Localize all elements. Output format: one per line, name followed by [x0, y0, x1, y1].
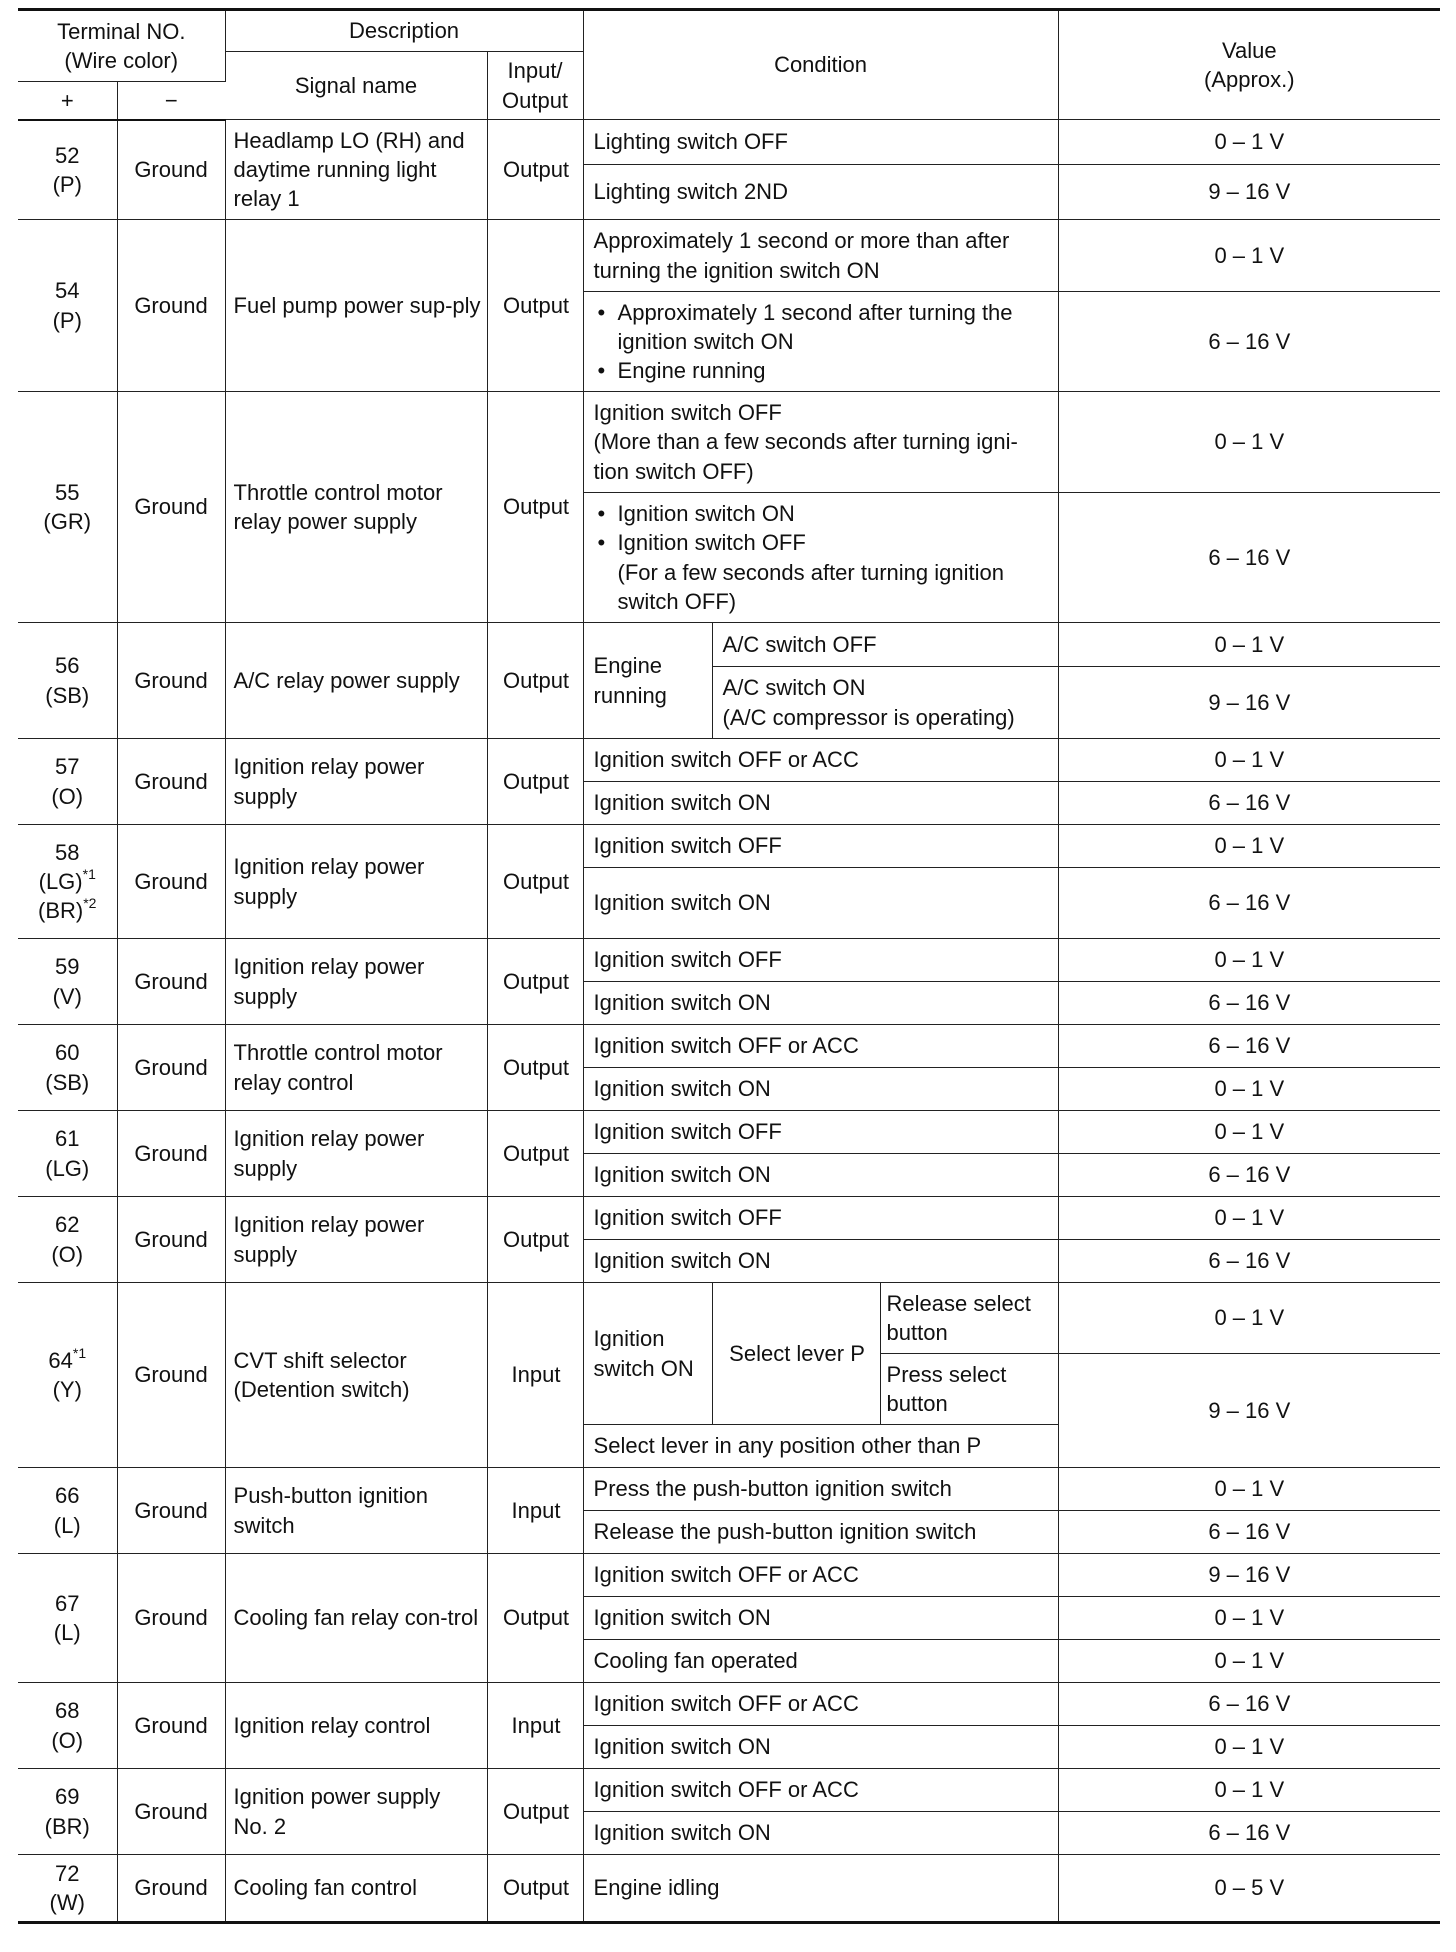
- header-minus: −: [117, 82, 225, 120]
- io-cell: Output: [487, 939, 583, 1025]
- condition-cell: Ignition switch ON: [583, 868, 1058, 939]
- table-row: [18, 1111, 1440, 1154]
- signal-name-cell: Push-button ignition switch: [225, 1468, 487, 1554]
- value-cell: 6 – 16 V: [1058, 982, 1440, 1025]
- signal-name-cell: Ignition relay power supply: [225, 825, 487, 939]
- condition-cell: [583, 493, 1058, 623]
- value-cell: 6 – 16 V: [1058, 1025, 1440, 1068]
- table-row: [18, 392, 1440, 493]
- condition-sub-cell: A/C switch OFF: [712, 623, 1058, 667]
- signal-name-cell: CVT shift selector (Detention switch): [225, 1283, 487, 1468]
- io-cell: Output: [487, 1769, 583, 1855]
- io-cell: Output: [487, 1025, 583, 1111]
- signal-name-cell: A/C relay power supply: [225, 623, 487, 739]
- signal-name-cell: Throttle control motor relay control: [225, 1025, 487, 1111]
- table-row: [18, 1554, 1440, 1597]
- header-value: Value (Approx.): [1058, 10, 1440, 120]
- condition-cell: Ignition switch ON: [583, 782, 1058, 825]
- value-cell: 6 – 16 V: [1058, 1240, 1440, 1283]
- value-cell: 0 – 1 V: [1058, 1726, 1440, 1769]
- condition-cell: Press the push-button ignition switch: [583, 1468, 1058, 1511]
- table-row: [18, 939, 1440, 982]
- table-row: [18, 825, 1440, 868]
- io-cell: Output: [487, 120, 583, 220]
- ground-cell: Ground: [117, 1769, 225, 1855]
- condition-cell: Approximately 1 second or more than after turning the ignition switch ON: [583, 220, 1058, 292]
- condition-sub-cell: Release select button: [880, 1283, 1058, 1354]
- value-cell: 0 – 5 V: [1058, 1855, 1440, 1923]
- value-cell: 0 – 1 V: [1058, 1068, 1440, 1111]
- ground-cell: Ground: [117, 1197, 225, 1283]
- io-cell: Output: [487, 220, 583, 392]
- signal-name-cell: Cooling fan control: [225, 1855, 487, 1923]
- terminal-cell: 55 (GR): [18, 392, 117, 623]
- terminal-cell: 60 (SB): [18, 1025, 117, 1111]
- terminal-cell: 56 (SB): [18, 623, 117, 739]
- condition-cell: Ignition switch ON: [583, 1597, 1058, 1640]
- condition-cell: Ignition switch OFF or ACC: [583, 739, 1058, 782]
- io-cell: Output: [487, 392, 583, 623]
- condition-cell: Ignition switch OFF or ACC: [583, 1769, 1058, 1812]
- signal-name-cell: Headlamp LO (RH) and daytime running light relay 1: [225, 120, 487, 220]
- table-row: [18, 1769, 1440, 1812]
- ground-cell: Ground: [117, 1111, 225, 1197]
- terminal-cell: 59 (V): [18, 939, 117, 1025]
- io-cell: Output: [487, 739, 583, 825]
- terminal-cell: 67 (L): [18, 1554, 117, 1683]
- value-cell: 0 – 1 V: [1058, 1197, 1440, 1240]
- bullet-item: • Ignition switch ON: [618, 499, 1048, 528]
- value-cell: 0 – 1 V: [1058, 392, 1440, 493]
- condition-cell: Ignition switch OFF: [583, 939, 1058, 982]
- value-cell: 0 – 1 V: [1058, 1468, 1440, 1511]
- io-cell: Input: [487, 1683, 583, 1769]
- table-row: [18, 623, 1440, 667]
- header-plus: +: [18, 82, 117, 120]
- ground-cell: Ground: [117, 1855, 225, 1923]
- ground-cell: Ground: [117, 623, 225, 739]
- terminal-cell: 68 (O): [18, 1683, 117, 1769]
- condition-cell: Engine idling: [583, 1855, 1058, 1923]
- ground-cell: Ground: [117, 220, 225, 392]
- ground-cell: Ground: [117, 120, 225, 220]
- header-terminal-no: Terminal NO. (Wire color): [18, 10, 225, 82]
- value-cell: 6 – 16 V: [1058, 292, 1440, 392]
- signal-name-cell: Ignition relay power supply: [225, 939, 487, 1025]
- condition-cell: Ignition switch ON: [583, 1726, 1058, 1769]
- io-cell: Output: [487, 825, 583, 939]
- value-cell: 0 – 1 V: [1058, 939, 1440, 982]
- condition-cell: Ignition switch OFF or ACC: [583, 1025, 1058, 1068]
- terminal-cell: 64$^{*1}$ (Y): [18, 1283, 117, 1468]
- value-cell: 0 – 1 V: [1058, 1283, 1440, 1354]
- bullet-item: • Engine running: [618, 356, 1048, 385]
- value-cell: 0 – 1 V: [1058, 1111, 1440, 1154]
- table-row: [18, 1283, 1440, 1354]
- table-row: [18, 1468, 1440, 1511]
- value-cell: 0 – 1 V: [1058, 739, 1440, 782]
- header-signal-name: Signal name: [225, 52, 487, 120]
- condition-main-cell: Ignition switch ON: [583, 1283, 712, 1425]
- value-cell: 6 – 16 V: [1058, 782, 1440, 825]
- terminal-cell: 58 (LG)$^{*1}$ (BR)$^{*2}$: [18, 825, 117, 939]
- header-condition: Condition: [583, 10, 1058, 120]
- ground-cell: Ground: [117, 1025, 225, 1111]
- terminal-cell: 61 (LG): [18, 1111, 117, 1197]
- signal-name-cell: Cooling fan relay con-trol: [225, 1554, 487, 1683]
- io-cell: Output: [487, 1111, 583, 1197]
- condition-cell: Ignition switch OFF (More than a few seconds after turning igni-tion switch OFF): [583, 392, 1058, 493]
- value-cell: 0 – 1 V: [1058, 220, 1440, 292]
- io-cell: Output: [487, 1554, 583, 1683]
- header-description: Description: [225, 10, 583, 52]
- value-cell: 9 – 16 V: [1058, 165, 1440, 220]
- value-cell: 0 – 1 V: [1058, 1769, 1440, 1812]
- condition-sub-cell: Press select button: [880, 1354, 1058, 1425]
- io-cell: Output: [487, 1855, 583, 1923]
- condition-cell: Ignition switch OFF or ACC: [583, 1683, 1058, 1726]
- signal-name-cell: Ignition relay power supply: [225, 1111, 487, 1197]
- condition-cell: Ignition switch ON: [583, 982, 1058, 1025]
- io-cell: Output: [487, 623, 583, 739]
- terminal-cell: 54 (P): [18, 220, 117, 392]
- condition-main-cell: Engine running: [583, 623, 712, 739]
- condition-cell: Select lever in any position other than P: [583, 1425, 1058, 1468]
- signal-name-cell: Ignition relay control: [225, 1683, 487, 1769]
- bullet-item: • Ignition switch OFF (For a few seconds after turning ignition switch OFF): [618, 528, 1048, 615]
- ground-cell: Ground: [117, 739, 225, 825]
- bullet-item: • Approximately 1 second after turning the ignition switch ON: [618, 298, 1048, 356]
- value-cell: 6 – 16 V: [1058, 1683, 1440, 1726]
- terminal-table-page: [18, 8, 1440, 1924]
- header-input-output: Input/ Output: [487, 52, 583, 120]
- condition-cell: Ignition switch OFF: [583, 1197, 1058, 1240]
- value-cell: 0 – 1 V: [1058, 825, 1440, 868]
- condition-cell: Release the push-button ignition switch: [583, 1511, 1058, 1554]
- terminal-cell: 72 (W): [18, 1855, 117, 1923]
- terminal-cell: 57 (O): [18, 739, 117, 825]
- ground-cell: Ground: [117, 939, 225, 1025]
- ground-cell: Ground: [117, 392, 225, 623]
- signal-name-cell: Ignition power supply No. 2: [225, 1769, 487, 1855]
- ground-cell: Ground: [117, 1683, 225, 1769]
- condition-cell: Ignition switch ON: [583, 1240, 1058, 1283]
- signal-name-cell: Throttle control motor relay power supply: [225, 392, 487, 623]
- condition-cell: Lighting switch OFF: [583, 120, 1058, 165]
- value-cell: 9 – 16 V: [1058, 1554, 1440, 1597]
- condition-cell: Ignition switch OFF: [583, 825, 1058, 868]
- terminal-cell: 62 (O): [18, 1197, 117, 1283]
- condition-cell: Cooling fan operated: [583, 1640, 1058, 1683]
- value-cell: 0 – 1 V: [1058, 623, 1440, 667]
- table-row: [18, 1683, 1440, 1726]
- ground-cell: Ground: [117, 825, 225, 939]
- table-row: [18, 739, 1440, 782]
- signal-name-cell: Ignition relay power supply: [225, 739, 487, 825]
- ground-cell: Ground: [117, 1283, 225, 1468]
- io-cell: Output: [487, 1197, 583, 1283]
- io-cell: Input: [487, 1468, 583, 1554]
- table-row: [18, 1197, 1440, 1240]
- ground-cell: Ground: [117, 1468, 225, 1554]
- condition-mid-cell: Select lever P: [712, 1283, 880, 1425]
- table-row: [18, 1855, 1440, 1923]
- value-cell: 6 – 16 V: [1058, 493, 1440, 623]
- signal-name-cell: Fuel pump power sup-ply: [225, 220, 487, 392]
- terminal-cell: 52 (P): [18, 120, 117, 220]
- signal-name-cell: Ignition relay power supply: [225, 1197, 487, 1283]
- value-cell: 0 – 1 V: [1058, 120, 1440, 165]
- value-cell: 6 – 16 V: [1058, 1511, 1440, 1554]
- table-row: [18, 1025, 1440, 1068]
- value-cell: 0 – 1 V: [1058, 1640, 1440, 1683]
- ground-cell: Ground: [117, 1554, 225, 1683]
- condition-cell: Ignition switch ON: [583, 1812, 1058, 1855]
- io-cell: Input: [487, 1283, 583, 1468]
- condition-cell: Lighting switch 2ND: [583, 165, 1058, 220]
- condition-cell: Ignition switch ON: [583, 1154, 1058, 1197]
- value-cell: 9 – 16 V: [1058, 667, 1440, 739]
- value-cell: 6 – 16 V: [1058, 1154, 1440, 1197]
- condition-cell: [583, 292, 1058, 392]
- condition-cell: Ignition switch OFF: [583, 1111, 1058, 1154]
- condition-cell: Ignition switch OFF or ACC: [583, 1554, 1058, 1597]
- value-cell: 6 – 16 V: [1058, 1812, 1440, 1855]
- terminal-cell: 66 (L): [18, 1468, 117, 1554]
- value-cell: 9 – 16 V: [1058, 1354, 1440, 1468]
- condition-sub-cell: A/C switch ON (A/C compressor is operating): [712, 667, 1058, 739]
- table-row: [18, 220, 1440, 292]
- value-cell: 0 – 1 V: [1058, 1597, 1440, 1640]
- value-cell: 6 – 16 V: [1058, 868, 1440, 939]
- terminal-table: [18, 8, 1440, 1924]
- table-row: [18, 120, 1440, 165]
- condition-cell: Ignition switch ON: [583, 1068, 1058, 1111]
- terminal-cell: 69 (BR): [18, 1769, 117, 1855]
